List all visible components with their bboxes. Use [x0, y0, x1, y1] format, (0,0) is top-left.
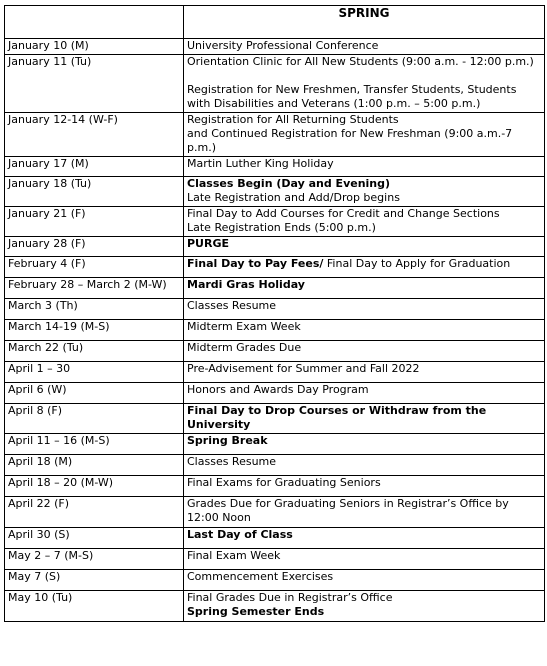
event-text-bold: Mardi Gras Holiday	[187, 278, 305, 291]
event-text: Midterm Exam Week	[187, 320, 301, 333]
row-date: May 10 (Tu)	[5, 591, 184, 622]
calendar-row	[5, 177, 545, 207]
row-date: January 28 (F)	[5, 237, 184, 257]
event-text-bold: PURGE	[187, 237, 230, 250]
event-line	[187, 141, 541, 155]
event-line	[187, 476, 541, 490]
row-event	[184, 591, 545, 622]
row-event	[184, 362, 545, 383]
calendar-row	[5, 113, 545, 157]
event-text: 12:00 Noon	[187, 511, 251, 524]
event-line	[187, 418, 541, 432]
calendar-row	[5, 278, 545, 299]
row-event	[184, 455, 545, 476]
row-date: January 17 (M)	[5, 157, 184, 177]
event-line	[187, 528, 541, 542]
row-event	[184, 549, 545, 570]
calendar-row	[5, 455, 545, 476]
event-line	[187, 455, 541, 469]
event-text-bold: Final Day to Drop Courses or Withdraw from the	[187, 404, 487, 417]
row-date: April 1 – 30	[5, 362, 184, 383]
calendar-row	[5, 404, 545, 434]
row-date: January 11 (Tu)	[5, 55, 184, 113]
event-line	[187, 320, 541, 334]
event-line	[187, 362, 541, 376]
row-event	[184, 257, 545, 278]
calendar-row	[5, 549, 545, 570]
date-column-header	[5, 6, 184, 39]
row-event	[184, 237, 545, 257]
event-text-bold: Spring Semester Ends	[187, 605, 325, 618]
row-date: January 18 (Tu)	[5, 177, 184, 207]
calendar-row	[5, 341, 545, 362]
calendar-row	[5, 570, 545, 591]
event-text-bold: Last Day of Class	[187, 528, 293, 541]
calendar-row	[5, 207, 545, 237]
event-text: Final Exam Week	[187, 549, 281, 562]
row-date: February 4 (F)	[5, 257, 184, 278]
event-line	[187, 570, 541, 584]
event-line	[187, 97, 541, 111]
row-event	[184, 207, 545, 237]
event-text: with Disabilities and Veterans (1:00 p.m. – 5:00 p.m.)	[187, 97, 481, 110]
event-text: Classes Resume	[187, 299, 277, 312]
calendar-row	[5, 362, 545, 383]
row-date: April 8 (F)	[5, 404, 184, 434]
row-event	[184, 341, 545, 362]
row-event	[184, 383, 545, 404]
event-text-bold: Classes Begin (Day and Evening)	[187, 177, 391, 190]
event-line	[187, 113, 541, 127]
event-text: Grades Due for Graduating Seniors in Registrar’s Office by	[187, 497, 509, 510]
event-line	[187, 157, 541, 171]
row-date: April 22 (F)	[5, 497, 184, 528]
row-date: May 2 – 7 (M-S)	[5, 549, 184, 570]
event-text: Orientation Clinic for All New Students (9:00 a.m. - 12:00 p.m.)	[187, 55, 534, 68]
event-text: Late Registration and Add/Drop begins	[187, 191, 400, 204]
event-text: Commencement Exercises	[187, 570, 334, 583]
row-event	[184, 528, 545, 549]
event-line	[187, 191, 541, 205]
semester-header: SPRING	[184, 6, 545, 39]
row-event	[184, 278, 545, 299]
event-text-suffix: Final Day to Apply for Graduation	[323, 257, 511, 270]
row-date: April 18 – 20 (M-W)	[5, 476, 184, 497]
event-text: and Continued Registration for New Freshman (9:00 a.m.-7	[187, 127, 513, 140]
event-line	[187, 383, 541, 397]
academic-calendar-table	[4, 5, 545, 622]
calendar-row	[5, 299, 545, 320]
event-line	[187, 83, 541, 97]
calendar-body	[5, 39, 545, 622]
row-event	[184, 55, 545, 113]
row-event	[184, 476, 545, 497]
calendar-row	[5, 257, 545, 278]
row-event	[184, 570, 545, 591]
calendar-row	[5, 157, 545, 177]
row-date: March 14-19 (M-S)	[5, 320, 184, 341]
event-line	[187, 257, 541, 271]
row-date: April 18 (M)	[5, 455, 184, 476]
event-line	[187, 549, 541, 563]
event-text: Pre-Advisement for Summer and Fall 2022	[187, 362, 420, 375]
event-text-bold: Spring Break	[187, 434, 268, 447]
event-line	[187, 341, 541, 355]
event-line	[187, 497, 541, 511]
row-date: January 21 (F)	[5, 207, 184, 237]
row-date: March 22 (Tu)	[5, 341, 184, 362]
event-line	[187, 511, 541, 525]
calendar-row	[5, 39, 545, 55]
row-event	[184, 299, 545, 320]
event-text: Midterm Grades Due	[187, 341, 302, 354]
event-text: Martin Luther King Holiday	[187, 157, 334, 170]
event-text: Registration for New Freshmen, Transfer Students, Students	[187, 83, 517, 96]
event-line	[187, 177, 541, 191]
event-text: Final Day to Add Courses for Credit and Change Sections	[187, 207, 500, 220]
calendar-row	[5, 476, 545, 497]
event-line	[187, 299, 541, 313]
calendar-row	[5, 320, 545, 341]
event-line	[187, 278, 541, 292]
row-event	[184, 404, 545, 434]
event-text: Final Exams for Graduating Seniors	[187, 476, 381, 489]
event-text: p.m.)	[187, 141, 216, 154]
calendar-row	[5, 434, 545, 455]
calendar-row	[5, 55, 545, 113]
calendar-row	[5, 591, 545, 622]
event-text-bold: University	[187, 418, 251, 431]
row-date: January 12-14 (W-F)	[5, 113, 184, 157]
row-date: February 28 – March 2 (M-W)	[5, 278, 184, 299]
row-event	[184, 320, 545, 341]
event-line	[187, 39, 541, 53]
event-line	[187, 221, 541, 235]
event-text-bold: Final Day to Pay Fees/	[187, 257, 324, 270]
row-event	[184, 39, 545, 55]
calendar-row	[5, 497, 545, 528]
calendar-row	[5, 383, 545, 404]
event-line	[187, 127, 541, 141]
row-event	[184, 113, 545, 157]
row-date: April 11 – 16 (M-S)	[5, 434, 184, 455]
row-event	[184, 497, 545, 528]
event-line	[187, 605, 541, 619]
calendar-row	[5, 237, 545, 257]
event-line	[187, 591, 541, 605]
event-line	[187, 55, 541, 69]
event-line	[187, 434, 541, 448]
event-text: University Professional Conference	[187, 39, 379, 52]
row-date: January 10 (M)	[5, 39, 184, 55]
event-line	[187, 207, 541, 221]
event-text: Final Grades Due in Registrar’s Office	[187, 591, 393, 604]
row-event	[184, 177, 545, 207]
header-row	[5, 6, 545, 39]
event-text: Late Registration Ends (5:00 p.m.)	[187, 221, 376, 234]
row-date: April 6 (W)	[5, 383, 184, 404]
event-line	[187, 404, 541, 418]
event-text: Classes Resume	[187, 455, 277, 468]
calendar-row	[5, 528, 545, 549]
event-line	[187, 237, 541, 251]
blank-line	[187, 69, 541, 83]
row-date: May 7 (S)	[5, 570, 184, 591]
event-text: Honors and Awards Day Program	[187, 383, 369, 396]
row-date: March 3 (Th)	[5, 299, 184, 320]
event-text: Registration for All Returning Students	[187, 113, 399, 126]
row-event	[184, 434, 545, 455]
row-date: April 30 (S)	[5, 528, 184, 549]
row-event	[184, 157, 545, 177]
